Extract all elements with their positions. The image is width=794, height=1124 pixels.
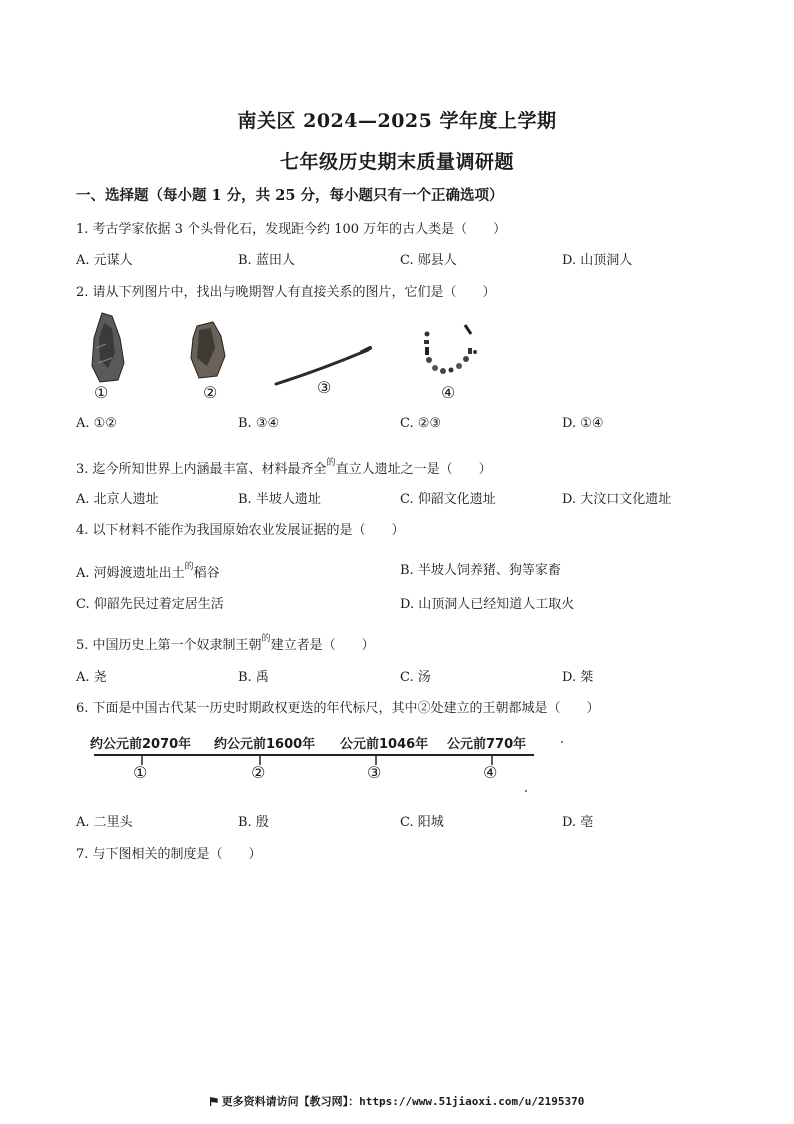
timeline-label-2: 约公元前1600年 [214,737,316,752]
question-3-stem-part1: 3. 迄今所知世界上内涵最丰富、材料最齐全 [76,462,327,477]
question-2-stem: 2. 请从下列图片中，找出与晚期智人有直接关系的图片，它们是（ ） [76,285,496,300]
question-4-option-a [76,559,220,581]
question-4-option-c: C. 仰韶先民过着定居生活 [76,597,224,612]
scan-speck [525,790,527,792]
exam-title-line1: 南关区 2024—2025 学年度上学期 [237,110,557,132]
question-3-option-b: B. 半坡人遗址 [238,492,321,507]
scan-speck [561,741,563,743]
pic-label-2: ② [203,383,218,402]
question-6-option-c: C. 阳城 [400,815,444,830]
stone-tool-image-2 [183,318,233,388]
question-6-stem: 6. 下面是中国古代某一历史时期政权更迭的年代标尺，其中②处建立的王朝都城是（ ） [76,701,600,716]
timeline-mark-4: ④ [483,763,498,782]
question-5-option-c: C. 汤 [400,670,431,685]
ornament-necklace-image [415,320,485,382]
question-5-option-b: B. 禹 [238,670,269,685]
question-7-stem: 7. 与下图相关的制度是（ ） [76,847,262,862]
question-2-option-d: D. ①④ [562,416,604,431]
question-1-option-c: C. 郧县人 [400,253,457,268]
question-3-stem-superscript: 的 [326,458,336,468]
question-3-stem [76,455,492,477]
flag-icon [210,1097,218,1106]
question-2-option-a: A. ①② [76,416,117,431]
question-5-stem-part1: 5. 中国历史上第一个奴隶制王朝 [76,638,262,653]
question-5-option-d: D. 桀 [562,670,594,685]
question-6-option-a: A. 二里头 [76,815,133,830]
question-6-option-d: D. 亳 [562,815,594,830]
question-3-option-c: C. 仰韶文化遗址 [400,492,496,507]
footer-text: 更多资料请访问【教习网】：https://www.51jiaoxi.com/u/2195370 [221,1095,585,1108]
timeline-axis [90,751,550,791]
question-3-option-d: D. 大汶口文化遗址 [562,492,672,507]
question-4-option-d: D. 山顶洞人已经知道人工取火 [400,597,575,612]
question-2-option-b: B. ③④ [238,416,280,431]
question-1-option-b: B. 蓝田人 [238,253,295,268]
question-4-option-b: B. 半坡人饲养猪、狗等家畜 [400,563,561,578]
timeline-mark-1: ① [133,763,148,782]
pic-label-1: ① [94,383,109,402]
question-4-option-a-part2: 稻谷 [193,566,220,581]
exam-title-line2: 七年级历史期末质量调研题 [279,151,514,173]
section-heading: 一、选择题（每小题 1 分，共 25 分，每小题只有一个正确选项） [76,187,504,204]
question-4-option-a-part1: A. 河姆渡遗址出土 [76,566,185,581]
question-1-option-a: A. 元谋人 [76,253,133,268]
question-4-option-a-superscript: 的 [184,562,194,572]
question-5-stem-superscript: 的 [261,634,271,644]
timeline-label-3: 公元前1046年 [340,737,429,752]
footer-link[interactable] [0,1093,794,1109]
timeline-mark-3: ③ [367,763,382,782]
question-4-stem: 4. 以下材料不能作为我国原始农业发展证据的是（ ） [76,523,405,538]
question-5-option-a: A. 尧 [76,670,107,685]
pic-label-4: ④ [441,383,456,402]
question-5-stem [76,631,375,653]
question-1-option-d: D. 山顶洞人 [562,253,633,268]
pic-label-3: ③ [317,378,332,397]
question-2-option-c: C. ②③ [400,416,442,431]
era-timeline [90,733,550,793]
question-6-option-b: B. 殷 [238,815,269,830]
timeline-label-1: 约公元前2070年 [90,737,192,752]
timeline-label-4: 公元前770年 [447,737,527,752]
question-5-stem-part2: 建立者是（ ） [270,638,375,653]
timeline-mark-2: ② [251,763,266,782]
question-3-stem-part2: 直立人遗址之一是（ ） [335,462,492,477]
question-1-stem: 1. 考古学家依据 3 个头骨化石，发现距今约 100 万年的古人类是（ ） [76,222,507,237]
question-3-option-a: A. 北京人遗址 [76,492,159,507]
